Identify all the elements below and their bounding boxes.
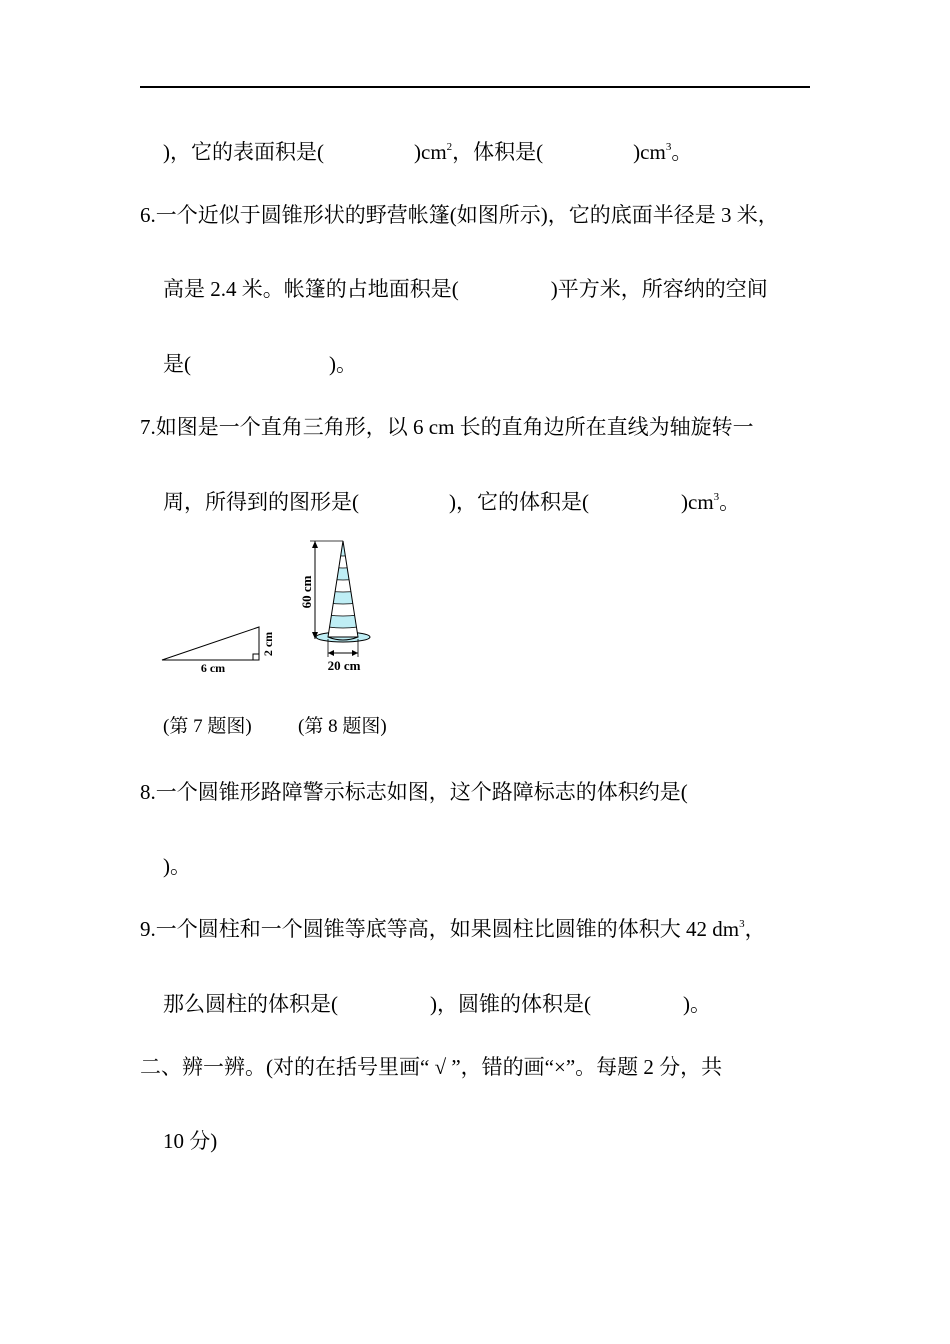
- section2-heading-line1: 二、辨一辨。(对的在括号里画“ √ ”，错的画“×”。每题 2 分，共: [140, 1055, 723, 1079]
- q7-line1: 7.如图是一个直角三角形，以 6 cm 长的直角边所在直线为轴旋转一: [140, 415, 754, 439]
- q6-line3: 是( )。: [163, 352, 357, 376]
- right-angle-mark: [253, 654, 259, 660]
- q6-line2: 高是 2.4 米。帐篷的占地面积是( )平方米，所容纳的空间: [163, 277, 768, 301]
- q6-line1: 6.一个近似于圆锥形状的野营帐篷(如图所示)，它的底面半径是 3 米，: [140, 203, 779, 227]
- header-rule: [140, 86, 810, 88]
- q5-continuation: )，它的表面积是( )$cm^2$，体积是( )$cm^3$。: [163, 140, 693, 164]
- q9-line1: 9.一个圆柱和一个圆锥等底等高，如果圆柱比圆锥的体积大 42 $dm^3$，: [140, 917, 766, 941]
- fig7-right-triangle: [155, 620, 285, 680]
- caption-fig8: (第 8 题图): [298, 716, 387, 737]
- q9-line2: 那么圆柱的体积是( )，圆锥的体积是( )。: [163, 992, 711, 1016]
- fig8-height-label: 60 cm: [299, 575, 314, 609]
- triangle-shape: [162, 627, 259, 660]
- section2-heading-line2: 10 分): [163, 1129, 218, 1153]
- caption-fig7: (第 7 题图): [163, 716, 252, 737]
- q8-line2: )。: [163, 854, 191, 878]
- fig8-traffic-cone: [298, 535, 378, 677]
- q8-line1: 8.一个圆锥形路障警示标志如图，这个路障标志的体积约是(: [140, 780, 688, 804]
- fig7-base-label: 6 cm: [200, 661, 226, 675]
- q7-line2: 周，所得到的图形是( )，它的体积是( )$cm^3$。: [163, 490, 741, 514]
- fig8-base-label: 20 cm: [327, 658, 361, 673]
- fig7-height-label: 2 cm: [261, 631, 275, 657]
